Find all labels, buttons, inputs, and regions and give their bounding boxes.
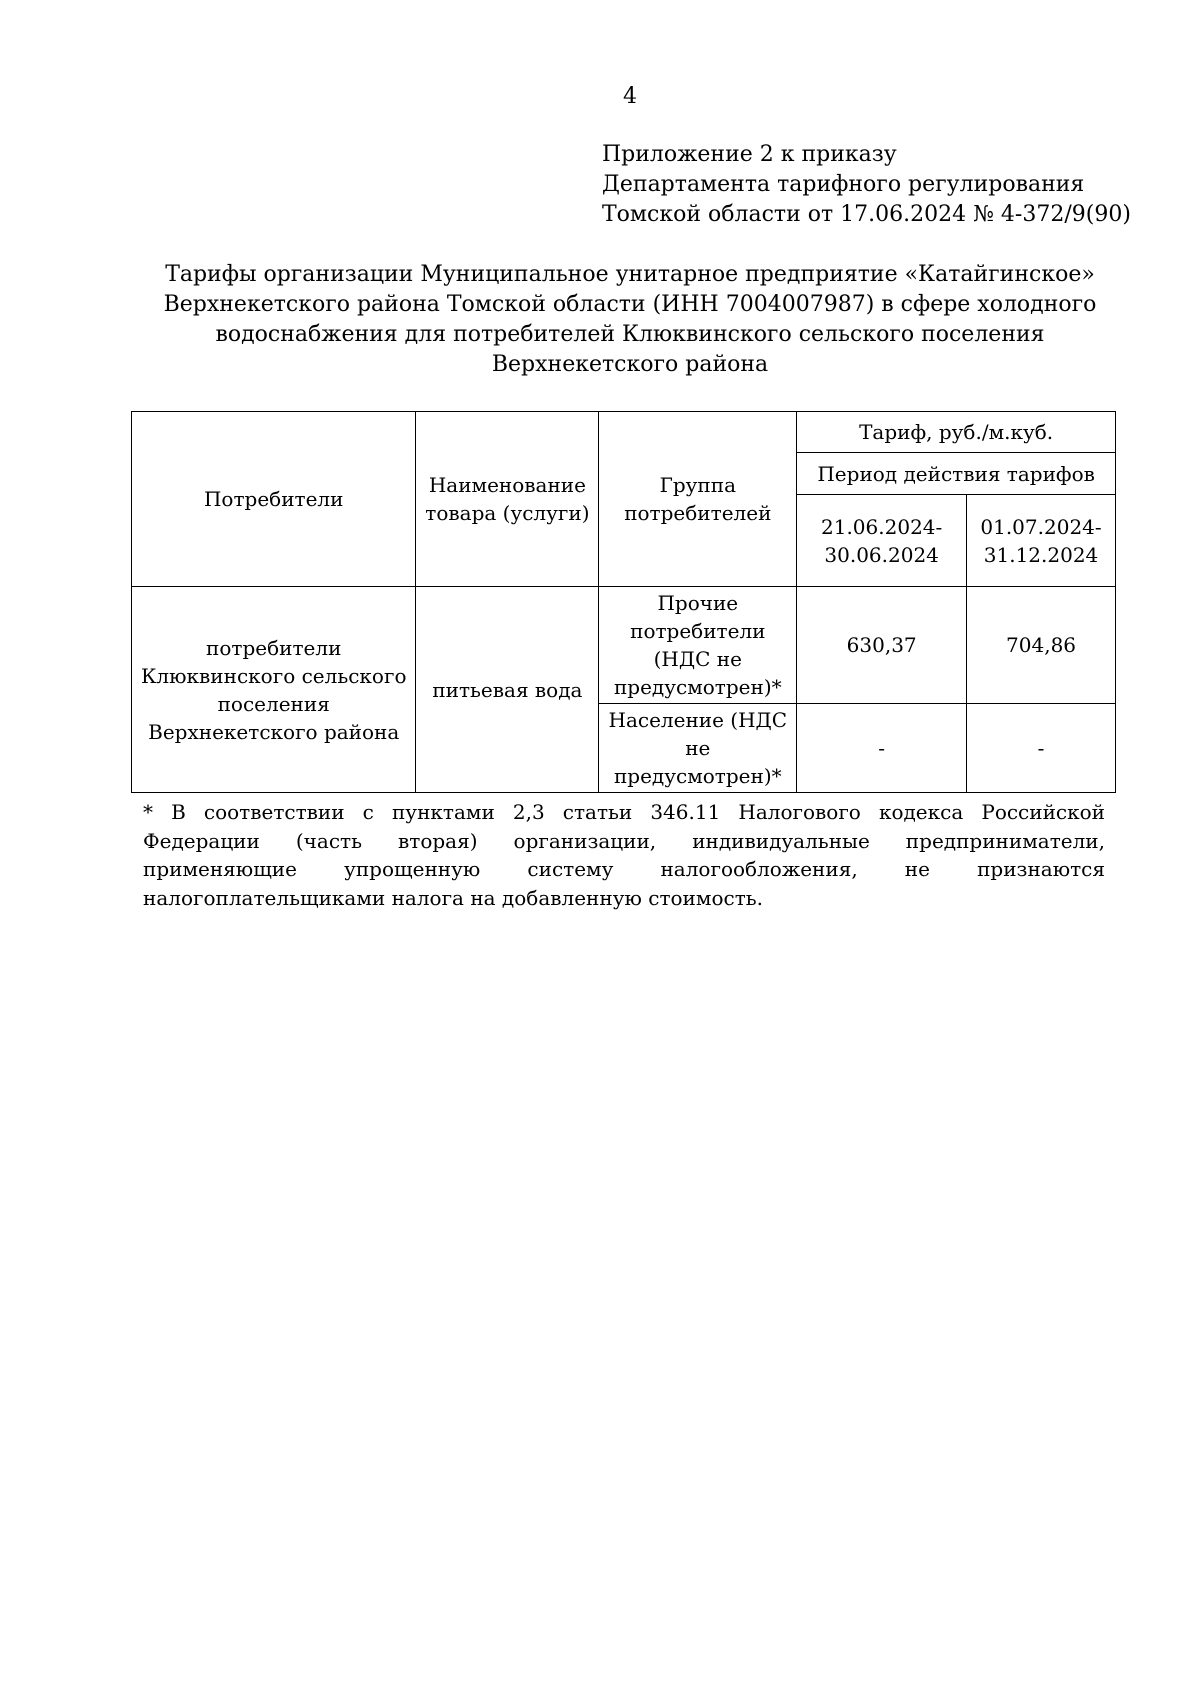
footnote: * В соответствии с пунктами 2,3 статьи 346.11 Налогового кодекса Российской Федерации (часть вторая) организации, индивидуальные предприниматели, применяющие упрощенную систему налогообложения, не признаются налогоплательщиками налога на добавленную стоимость. — [143, 800, 1105, 910]
page-number: 4 — [623, 84, 637, 109]
table-header-row — [132, 412, 1116, 453]
cell-group: Прочие потребители (НДС не предусмотрен)* — [599, 587, 797, 704]
header-tariff: Тариф, руб./м.куб. — [797, 412, 1116, 453]
header-period: Период действия тарифов — [797, 453, 1116, 495]
appendix-line: Департамента тарифного регулирования — [602, 172, 1085, 197]
cell-goods: питьевая вода — [416, 587, 599, 793]
appendix-line: Приложение 2 к приказу — [602, 142, 897, 167]
appendix-reference — [602, 140, 1131, 230]
title-line: Верхнекетского района Томской области (ИНН 7004007987) в сфере холодного — [163, 292, 1097, 317]
cell-value: - — [967, 704, 1116, 793]
cell-group: Население (НДС не предусмотрен)* — [599, 704, 797, 793]
table-row — [132, 587, 1116, 704]
header-group: Группа потребителей — [599, 412, 797, 587]
header-period-1: 21.06.2024-30.06.2024 — [797, 495, 967, 587]
appendix-line: Томской области от 17.06.2024 № 4-372/9(90) — [602, 202, 1131, 227]
title-line: водоснабжения для потребителей Клюквинского сельского поселения — [215, 322, 1045, 347]
header-consumers: Потребители — [132, 412, 416, 587]
title-line: Тарифы организации Муниципальное унитарное предприятие «Катайгинское» — [165, 262, 1095, 287]
cell-consumer: потребители Клюквинского сельского поселения Верхнекетского района — [132, 587, 416, 793]
title-line: Верхнекетского района — [491, 352, 769, 377]
tariff-table — [131, 411, 1116, 793]
header-period-2: 01.07.2024-31.12.2024 — [967, 495, 1116, 587]
cell-value: 630,37 — [797, 587, 967, 704]
header-goods: Наименование товара (услуги) — [416, 412, 599, 587]
cell-value: - — [797, 704, 967, 793]
document-title — [130, 260, 1130, 380]
cell-value: 704,86 — [967, 587, 1116, 704]
